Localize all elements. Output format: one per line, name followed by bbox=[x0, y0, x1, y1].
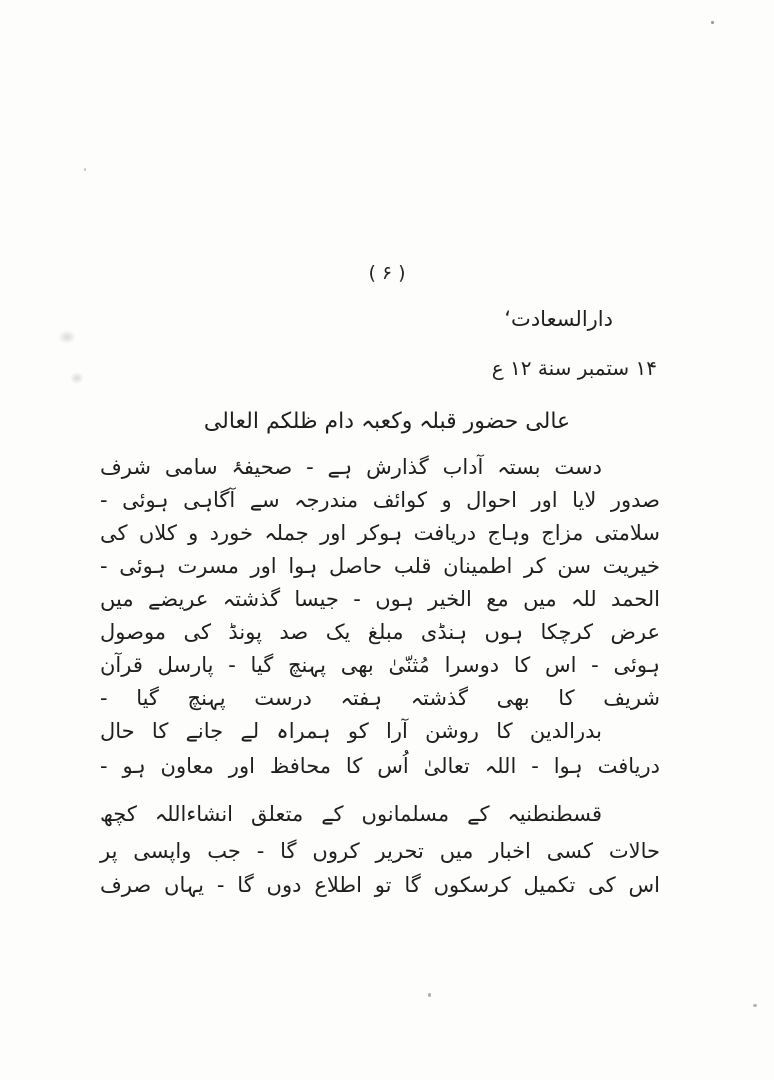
body-line: اس کی تکمیل کرسکوں گا تو اطلاع دوں گا - یہاں صرف bbox=[100, 873, 660, 897]
body-line: ہوئی - اس کا دوسرا مُثنّیٰ بھی پہنچ گیا - پارسل قرآن bbox=[100, 653, 660, 677]
body-line: دریافت ہوا - اللہ تعالیٰ اُس کا محافظ اور معاون ہو - bbox=[100, 754, 660, 778]
body-line: حالات کسی اخبار میں تحریر کروں گا - جب واپسی پر bbox=[100, 839, 660, 863]
scan-smudge bbox=[58, 330, 76, 344]
page-number: ( ۶ ) bbox=[368, 262, 406, 284]
body-line: بدرالدین کا روشن آرا کو ہمراہ لے جانے کا حال bbox=[100, 719, 602, 743]
body-line: قسطنطنیہ کے مسلمانوں کے متعلق انشاءاللہ کچھ bbox=[100, 802, 602, 826]
body-line: الحمد للہ میں مع الخیر ہوں - جیسا گذشتہ عریضے میں bbox=[100, 587, 660, 611]
scan-smudge bbox=[70, 372, 84, 384]
body-line: صدور لایا اور احوال و کوائف مندرجہ سے آگاہی ہوئی - bbox=[100, 488, 660, 512]
body-line: خیریت سن کر اطمینان قلب حاصل ہوا اور مسرت ہوئی - bbox=[100, 554, 660, 578]
letter-place-line: دارالسعادت‘ bbox=[504, 307, 613, 331]
letter-salutation: عالی حضور قبلہ وکعبہ دام ظلکم العالی bbox=[203, 409, 571, 434]
scan-speck bbox=[753, 1004, 757, 1007]
body-line: سلامتی مزاج وہاج دریافت ہوکر اور جملہ خورد و کلاں کی bbox=[100, 521, 660, 545]
letter-date-line: ۱۴ ستمبر سنة ۱۲ ع bbox=[491, 356, 657, 380]
body-line: دست بستہ آداب گذارش ہے - صحیفۂ سامی شرف bbox=[100, 455, 602, 479]
body-line: شریف کا بھی گذشتہ ہفتہ درست پہنچ گیا - bbox=[100, 686, 660, 710]
scan-speck bbox=[428, 993, 431, 997]
scan-speck bbox=[711, 21, 714, 24]
body-line: عرض کرچکا ہوں ہنڈی مبلغ یک صد پونڈ کی موصول bbox=[100, 620, 660, 644]
scan-speck bbox=[84, 168, 86, 171]
